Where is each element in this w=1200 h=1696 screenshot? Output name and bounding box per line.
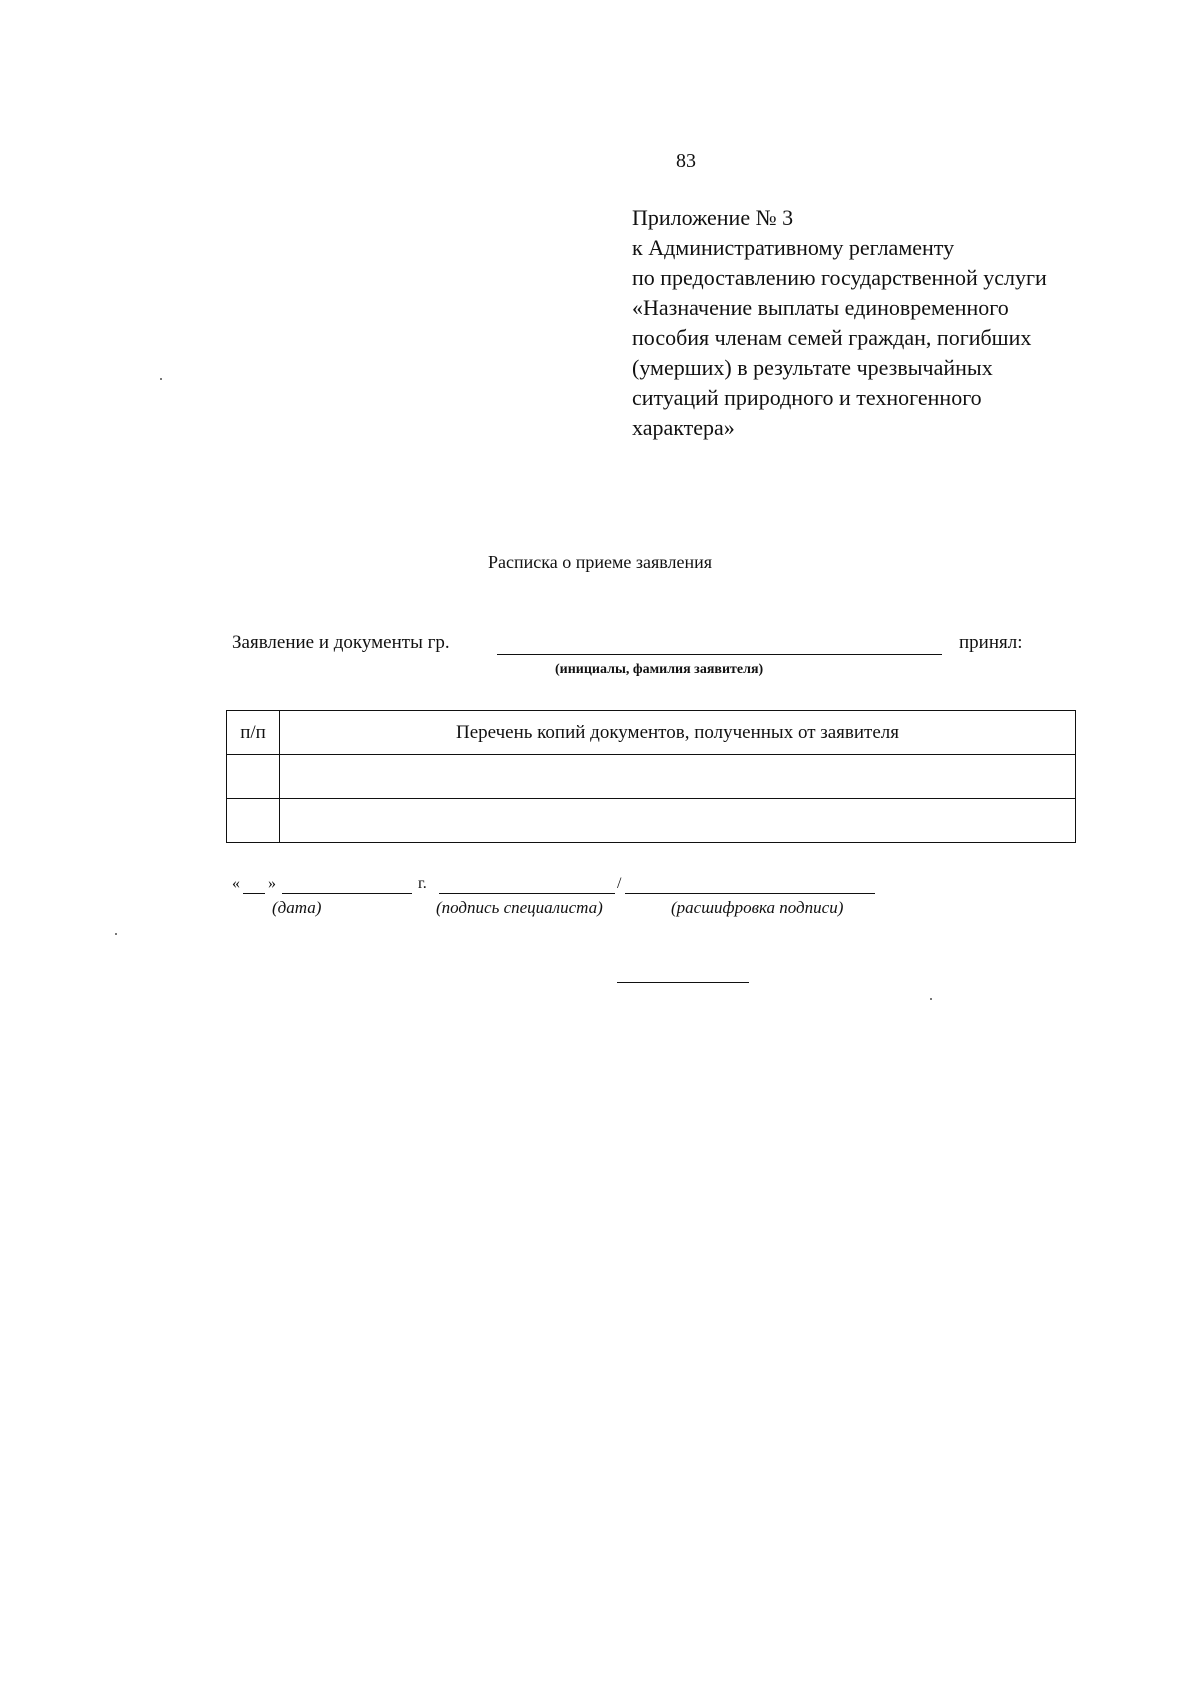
end-line	[617, 982, 749, 983]
applicant-row	[232, 632, 1052, 662]
appendix-line: ситуаций природного и техногенного	[632, 385, 982, 410]
appendix-line: пособия членам семей граждан, погибших	[632, 325, 1032, 350]
receipt-title: Расписка о приеме заявления	[488, 552, 712, 572]
year-suffix: г.	[418, 875, 427, 892]
scan-speck	[930, 998, 932, 1000]
appendix-line: (умерших) в результате чрезвычайных	[632, 355, 993, 380]
table-row	[227, 755, 1076, 799]
applicant-hint: (инициалы, фамилия заявителя)	[555, 662, 764, 677]
page-number: 83	[676, 150, 696, 172]
table-header-row	[227, 711, 1076, 755]
appendix-line: к Административному регламенту	[632, 235, 955, 260]
column-header-number: п/п	[227, 711, 280, 755]
table-cell-number[interactable]	[227, 799, 280, 843]
appendix-header	[632, 203, 1172, 443]
column-header-documents: Перечень копий документов, полученных от заявителя	[280, 711, 1076, 755]
appendix-line: характера»	[632, 415, 735, 440]
signature-line[interactable]	[439, 893, 615, 894]
scan-speck	[160, 378, 162, 380]
table-cell-document[interactable]	[280, 799, 1076, 843]
appendix-line: «Назначение выплаты единовременного	[632, 295, 1009, 320]
signature-separator: /	[617, 875, 622, 892]
table-row	[227, 799, 1076, 843]
decoding-line[interactable]	[625, 893, 875, 894]
applicant-label: Заявление и документы гр.	[232, 632, 450, 653]
appendix-line: Приложение № 3	[632, 205, 794, 230]
table-cell-document[interactable]	[280, 755, 1076, 799]
date-hint: (дата)	[272, 898, 322, 917]
date-line[interactable]	[282, 893, 412, 894]
decoding-hint: (расшифровка подписи)	[671, 898, 844, 917]
quote-open: «	[232, 875, 240, 892]
documents-table	[226, 710, 1076, 843]
scan-speck	[115, 933, 117, 935]
day-line[interactable]	[243, 893, 265, 894]
applicant-name-line[interactable]	[497, 654, 942, 655]
table-cell-number[interactable]	[227, 755, 280, 799]
appendix-line: по предоставлению государственной услуги	[632, 265, 1047, 290]
quote-close: »	[268, 875, 276, 892]
signature-hint: (подпись специалиста)	[436, 898, 603, 917]
accepted-label: принял:	[959, 632, 1023, 653]
